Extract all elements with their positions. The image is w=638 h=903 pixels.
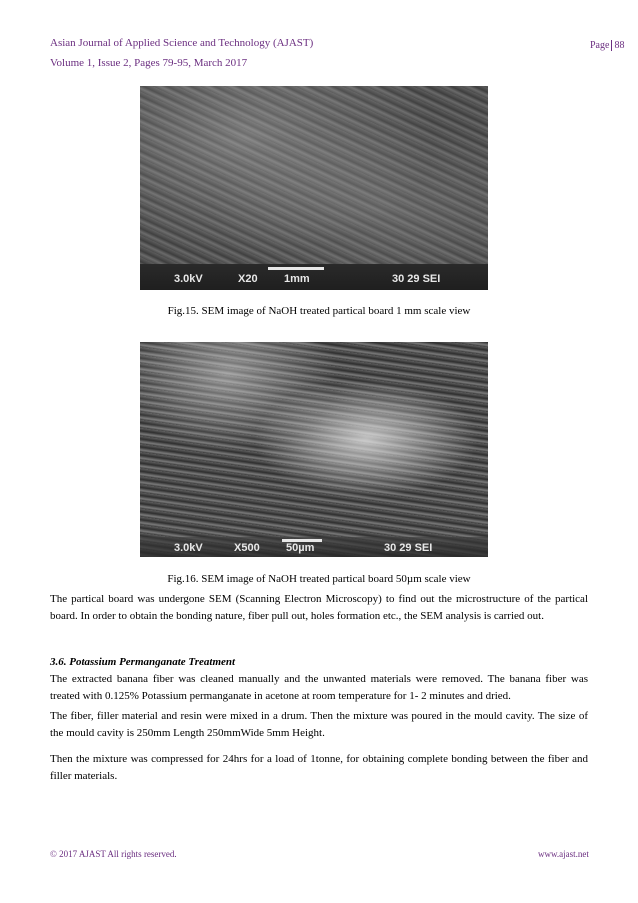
figure-15-caption: Fig.15. SEM image of NaOH treated partical board 1 mm scale view <box>167 305 471 317</box>
page-label: Page <box>590 40 610 51</box>
sem-kv-label: 3.0kV <box>174 273 203 285</box>
paragraph-treatment: The extracted banana fiber was cleaned manually and the unwanted materials were removed. The banana fiber was treated with 0.125% Potassium permanganate in acetone at room temperature for 1- 2 minutes and dried. <box>50 673 588 702</box>
paragraph-mixing: The fiber, filler material and resin were mixed in a drum. Then the mixture was poured in the mould cavity. The size of the mould cavity is 250mm Length 250mmWide 5mm Height. <box>50 710 588 739</box>
sem-mag-label: X500 <box>234 542 260 554</box>
journal-volume: Volume 1, Issue 2, Pages 79-95, March 2017 <box>50 57 248 69</box>
sem-kv-label: 3.0kV <box>174 542 203 554</box>
sem-scale-label: 50µm <box>286 542 315 554</box>
sem-id-label: 30 29 SEI <box>384 542 433 554</box>
sem-id-label: 30 29 SEI <box>392 273 441 285</box>
sem-image-fig16 <box>140 342 488 557</box>
sem-image-fig15 <box>140 86 488 290</box>
page-number: 88 <box>611 40 624 51</box>
footer-copyright: © 2017 AJAST All rights reserved. <box>50 849 177 859</box>
figure-16-caption: Fig.16. SEM image of NaOH treated partical board 50µm scale view <box>167 573 471 585</box>
paragraph-sem-analysis: The partical board was undergone SEM (Scanning Electron Microscopy) to find out the microstructure of the partical board. In order to obtain the bonding nature, fiber pull out, holes formation etc., the SEM analysis is carried out. <box>50 593 588 622</box>
section-heading: 3.6. Potassium Permanganate Treatment <box>50 656 236 668</box>
journal-title: Asian Journal of Applied Science and Technology (AJAST) <box>50 37 314 49</box>
footer-website[interactable]: www.ajast.net <box>538 849 589 859</box>
paragraph-compression: Then the mixture was compressed for 24hrs for a load of 1tonne, for obtaining complete bonding between the fiber and filler materials. <box>50 753 588 782</box>
sem-scale-bar <box>268 267 324 270</box>
sem-scale-label: 1mm <box>284 273 310 285</box>
page-indicator <box>590 40 624 51</box>
sem-mag-label: X20 <box>238 273 258 285</box>
